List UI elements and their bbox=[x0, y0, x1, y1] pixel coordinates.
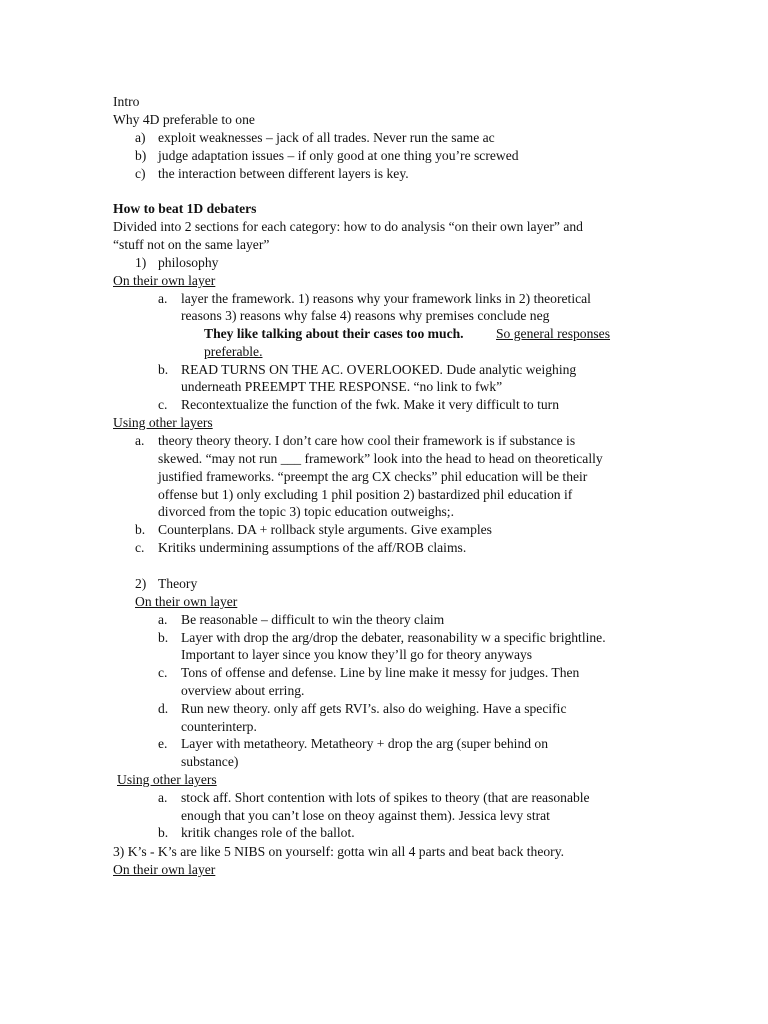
list-item-text: overview about erring. bbox=[181, 683, 305, 698]
theory-heading bbox=[135, 575, 198, 592]
list-marker: a. bbox=[135, 433, 145, 448]
ks-heading: 3) K’s - K’s are like 5 NIBS on yourself: gotta win all 4 parts and beat back theory. bbox=[113, 844, 565, 859]
theory-label: Theory bbox=[158, 576, 198, 591]
list-marker: b. bbox=[158, 825, 169, 840]
list-item-text: theory theory theory. I don’t care how cool their framework is if substance is bbox=[158, 433, 576, 448]
intro-item bbox=[135, 165, 409, 182]
list-item-text: Recontextualize the function of the fwk. Make it very difficult to turn bbox=[181, 397, 559, 412]
section-description: Divided into 2 sections for each category: how to do analysis “on their own layer” and bbox=[113, 219, 583, 234]
list-marker: a. bbox=[158, 612, 168, 627]
list-item-text: Layer with metatheory. Metatheory + drop the arg (super behind on bbox=[181, 736, 549, 751]
subsection-title: On their own layer bbox=[113, 273, 216, 288]
list-item-text: stock aff. Short contention with lots of spikes to theory (that are reasonable bbox=[181, 790, 590, 805]
philosophy-heading bbox=[135, 254, 219, 271]
list-marker: c. bbox=[135, 540, 145, 555]
list-item-text: Kritiks undermining assumptions of the aff/ROB claims. bbox=[158, 540, 467, 555]
note-underline: So general responses bbox=[496, 326, 611, 341]
list-marker: b) bbox=[135, 148, 147, 163]
list-item-text: Important to layer since you know they’ll go for theory anyways bbox=[181, 647, 533, 662]
list-marker: a) bbox=[135, 130, 146, 145]
list-item-text: reasons 3) reasons why false 4) reasons why premises conclude neg bbox=[181, 308, 550, 323]
list-item-text: the interaction between different layers is key. bbox=[158, 166, 409, 181]
section-heading: How to beat 1D debaters bbox=[113, 201, 257, 216]
list-marker: a. bbox=[158, 291, 168, 306]
intro-item bbox=[135, 147, 519, 164]
list-item-text: Tons of offense and defense. Line by line make it messy for judges. Then bbox=[181, 665, 580, 680]
subsection-title: Using other layers bbox=[117, 772, 217, 787]
list-marker: a. bbox=[158, 790, 168, 805]
philosophy-label: philosophy bbox=[158, 255, 219, 270]
note-underline: preferable. bbox=[204, 344, 263, 359]
list-item-text: Run new theory. only aff gets RVI’s. also do weighing. Have a specific bbox=[181, 701, 567, 716]
list-item-text: substance) bbox=[181, 754, 239, 769]
list-marker: d. bbox=[158, 701, 169, 716]
list-item-text: Layer with drop the arg/drop the debater, reasonability w a specific brightline. bbox=[181, 630, 606, 645]
list-marker: e. bbox=[158, 736, 168, 751]
subsection-title: Using other layers bbox=[113, 415, 213, 430]
intro-item bbox=[135, 129, 495, 146]
list-marker: 2) bbox=[135, 576, 147, 591]
section-description: “stuff not on the same layer” bbox=[113, 237, 270, 252]
intro-title: Intro bbox=[113, 94, 140, 109]
intro-why: Why 4D preferable to one bbox=[113, 112, 255, 127]
list-item-text: layer the framework. 1) reasons why your framework links in 2) theoretical bbox=[181, 291, 591, 306]
list-item-text: READ TURNS ON THE AC. OVERLOOKED. Dude analytic weighing bbox=[181, 362, 577, 377]
list-marker: b. bbox=[158, 362, 169, 377]
list-marker: b. bbox=[158, 630, 169, 645]
list-marker: c. bbox=[158, 397, 168, 412]
list-item-text: justified frameworks. “preempt the arg CX checks” phil education will be their bbox=[158, 469, 588, 484]
subsection-title: On their own layer bbox=[135, 594, 238, 609]
list-item-text: skewed. “may not run ___ framework” look into the head to head on theoretically bbox=[158, 451, 603, 466]
list-item-text: enough that you can’t lose on theoy against them). Jessica levy strat bbox=[181, 808, 550, 823]
subsection-title: On their own layer bbox=[113, 862, 216, 877]
note-bold: They like talking about their cases too much. bbox=[204, 326, 464, 341]
list-item-text: counterinterp. bbox=[181, 719, 257, 734]
list-item-text: kritik changes role of the ballot. bbox=[181, 825, 355, 840]
list-item-text: underneath PREEMPT THE RESPONSE. “no link to fwk” bbox=[181, 379, 503, 394]
list-marker: c. bbox=[158, 665, 168, 680]
list-item-text: offense but 1) only excluding 1 phil position 2) bastardized phil education if bbox=[158, 487, 573, 502]
list-item-text: Be reasonable – difficult to win the theory claim bbox=[181, 612, 445, 627]
list-item-text: judge adaptation issues – if only good at one thing you’re screwed bbox=[158, 148, 519, 163]
list-marker: 1) bbox=[135, 255, 147, 270]
list-marker: b. bbox=[135, 522, 146, 537]
list-item-text: Counterplans. DA + rollback style arguments. Give examples bbox=[158, 522, 492, 537]
list-item-text: exploit weaknesses – jack of all trades. Never run the same ac bbox=[158, 130, 495, 145]
list-marker: c) bbox=[135, 166, 146, 181]
list-item-text: divorced from the topic 3) topic education outweighs;. bbox=[158, 504, 454, 519]
